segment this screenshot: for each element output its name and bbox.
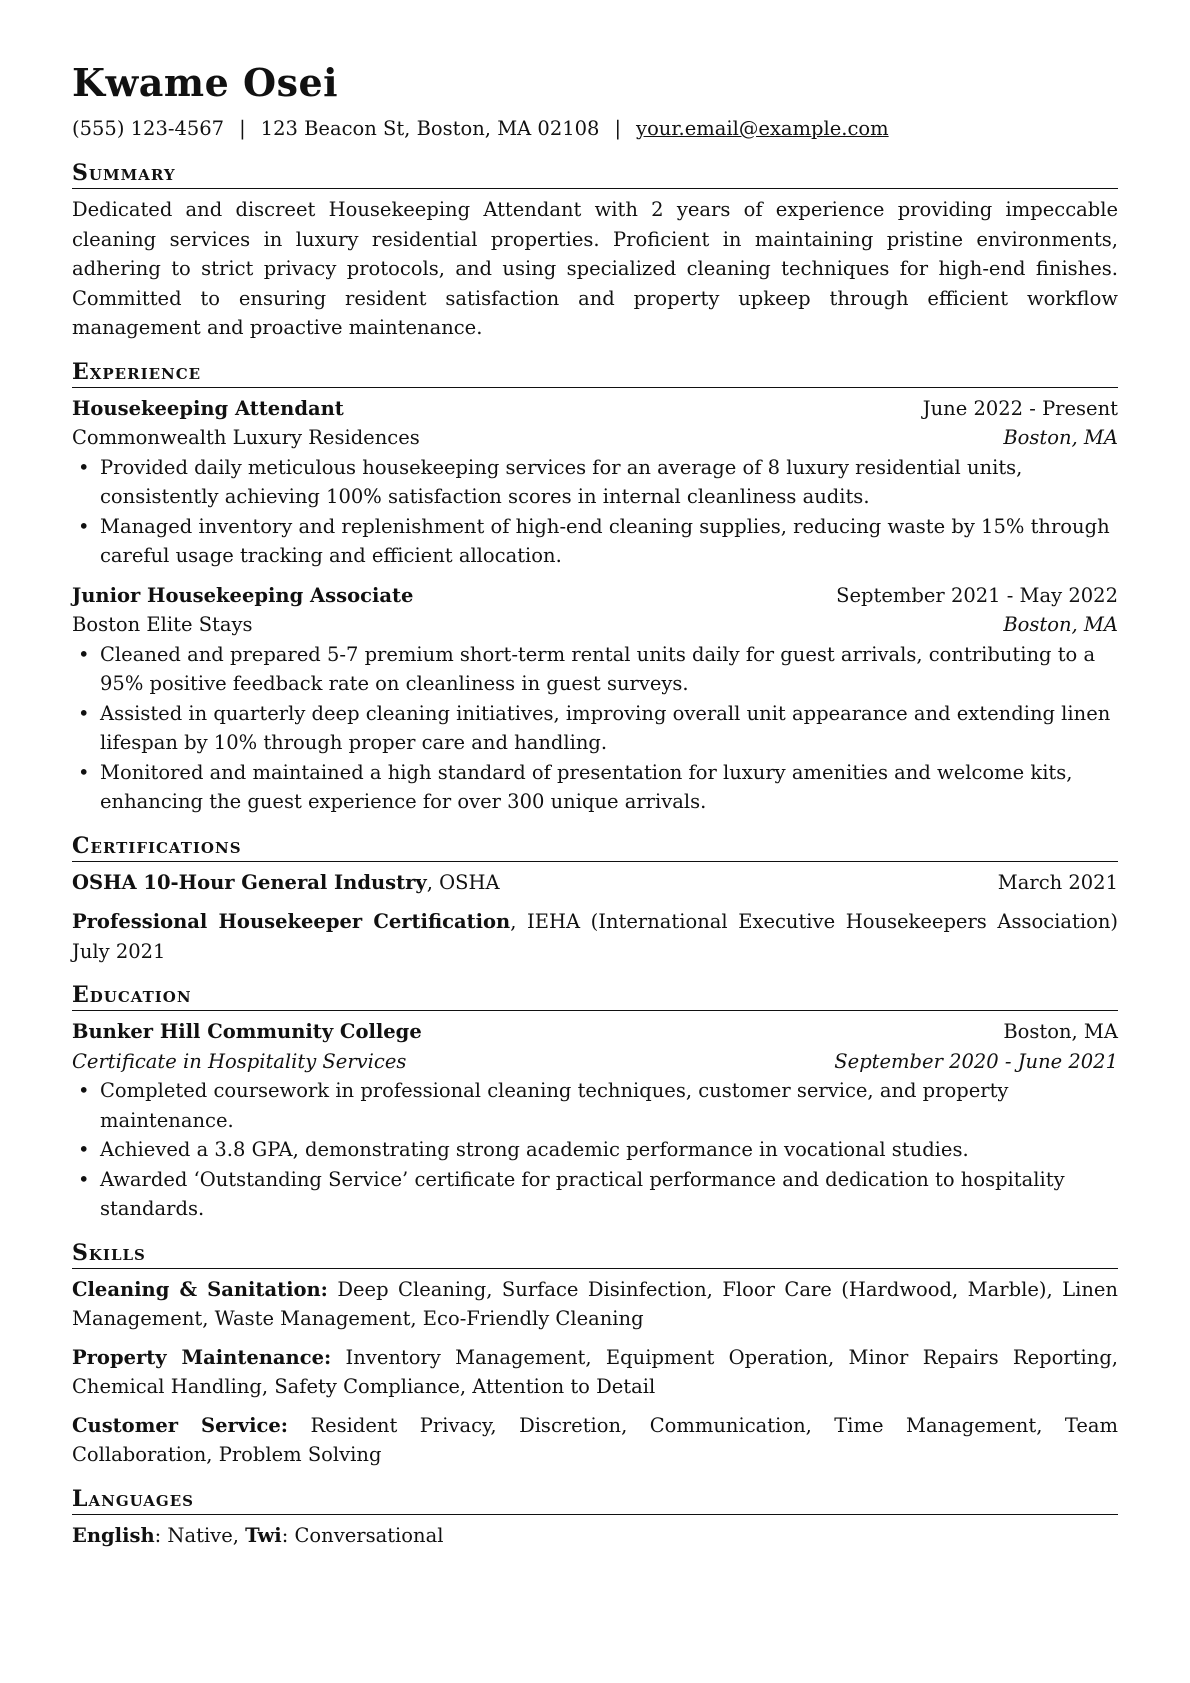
- certification-name: OSHA 10-Hour General Industry: [72, 870, 427, 894]
- bullet-item: • Achieved a 3.8 GPA, demonstrating strong academic performance in vocational studies.: [100, 1135, 1118, 1165]
- section-heading-certifications: Certifications: [72, 831, 1118, 862]
- skill-group-list: Resident Privacy, Discretion, Communication, Time Management, Team Collaboration, Problem Solving: [72, 1413, 1118, 1466]
- certification-item: [72, 868, 1118, 898]
- section-heading-education: Education: [72, 980, 1118, 1011]
- education-bullets: [72, 1076, 1118, 1224]
- skill-group: [72, 1275, 1118, 1334]
- language-name: English: [72, 1523, 155, 1547]
- bullet-item: • Assisted in quarterly deep cleaning initiatives, improving overall unit appearance and extending linen lifespan by 10% through proper care and handling.: [100, 699, 1118, 758]
- summary-section: [72, 158, 1118, 343]
- job-company: Commonwealth Luxury Residences: [72, 426, 420, 449]
- degree: Certificate in Hospitality Services: [72, 1049, 407, 1073]
- school-location: Boston, MA: [1003, 1020, 1118, 1043]
- candidate-name: Kwame Osei: [72, 60, 339, 105]
- job-title: Housekeeping Attendant: [72, 396, 344, 420]
- languages-section: [72, 1484, 1118, 1551]
- skill-group-label: Cleaning & Sanitation:: [72, 1277, 328, 1301]
- job-location: Boston, MA: [1003, 426, 1118, 449]
- certification-name: Professional Housekeeper Certification: [72, 910, 511, 933]
- contact-separator: |: [614, 117, 622, 140]
- bullet-item: • Awarded ‘Outstanding Service’ certificate for practical performance and dedication to hospitality standards.: [100, 1165, 1118, 1224]
- certification-issuer: , IEHA (International Executive Housekeepers Association): [510, 910, 1118, 933]
- contact-line: [72, 114, 1118, 144]
- job-location: Boston, MA: [1003, 613, 1118, 636]
- education-section: [72, 980, 1118, 1224]
- certifications-section: [72, 831, 1118, 967]
- language-level: : Conversational: [281, 1523, 444, 1547]
- skill-group-list: Deep Cleaning, Surface Disinfection, Floor Care (Hardwood, Marble), Linen Management, Waste Management, Eco-Friendly Cleaning: [72, 1277, 1118, 1330]
- phone-number: (555) 123-4567: [72, 117, 225, 140]
- bullet-item: • Managed inventory and replenishment of high-end cleaning supplies, reducing waste by 15% through careful usage tracking and efficient allocation.: [100, 512, 1118, 571]
- skills-section: [72, 1238, 1118, 1470]
- skill-group-label: Property Maintenance:: [72, 1345, 332, 1369]
- bullet-item: • Completed coursework in professional cleaning techniques, customer service, and property maintenance.: [100, 1076, 1118, 1135]
- bullet-item: • Provided daily meticulous housekeeping services for an average of 8 luxury residential units, consistently achieving 100% satisfaction scores in internal cleanliness audits.: [100, 453, 1118, 512]
- address: 123 Beacon St, Boston, MA 02108: [260, 117, 600, 140]
- job-company: Boston Elite Stays: [72, 613, 253, 636]
- section-heading-skills: Skills: [72, 1238, 1118, 1269]
- email-link[interactable]: your.email@example.com: [636, 117, 889, 140]
- experience-section: [72, 357, 1118, 817]
- bullet-item: • Monitored and maintained a high standard of presentation for luxury amenities and welcome kits, enhancing the guest experience for over 300 unique arrivals.: [100, 758, 1118, 817]
- skill-group: [72, 1343, 1118, 1402]
- certification-date: July 2021: [72, 939, 166, 963]
- languages-line: [72, 1521, 1118, 1551]
- contact-separator: |: [239, 117, 246, 140]
- skill-group-label: Customer Service:: [72, 1413, 289, 1437]
- section-heading-experience: Experience: [72, 357, 1118, 388]
- school-name: Bunker Hill Community College: [72, 1020, 422, 1043]
- language-name: Twi: [245, 1523, 282, 1547]
- job-dates: September 2021 - May 2022: [836, 583, 1118, 607]
- bullet-item: • Cleaned and prepared 5-7 premium short-term rental units daily for guest arrivals, contributing to a 95% positive feedback rate on cleanliness in guest surveys.: [100, 640, 1118, 699]
- section-heading-languages: Languages: [72, 1484, 1118, 1515]
- job-title: Junior Housekeeping Associate: [72, 583, 414, 607]
- certification-item: [72, 907, 1118, 966]
- section-heading-summary: Summary: [72, 158, 1118, 189]
- language-level: : Native,: [154, 1523, 246, 1547]
- job-entry: [72, 581, 1118, 817]
- job-entry: [72, 394, 1118, 571]
- skill-group-list: Inventory Management, Equipment Operation, Minor Repairs Reporting, Chemical Handling, Safety Compliance, Attention to Detail: [72, 1345, 1118, 1398]
- education-dates: September 2020 - June 2021: [834, 1049, 1118, 1073]
- skill-group: [72, 1411, 1118, 1470]
- job-bullets: [72, 640, 1118, 817]
- summary-text: Dedicated and discreet Housekeeping Attendant with 2 years of experience providing impeccable cleaning services in luxury residential properties. Proficient in maintaining pristine environments, adhering to strict privacy protocols, and using specialized cleaning techniques for high-end finishes. Committed to ensuring resident satisfaction and property upkeep through efficient workflow management and proactive maintenance.: [72, 198, 1118, 339]
- job-bullets: [72, 453, 1118, 571]
- certification-issuer: , OSHA: [426, 870, 500, 894]
- job-dates: June 2022 - Present: [922, 396, 1118, 420]
- certification-date: March 2021: [997, 870, 1118, 894]
